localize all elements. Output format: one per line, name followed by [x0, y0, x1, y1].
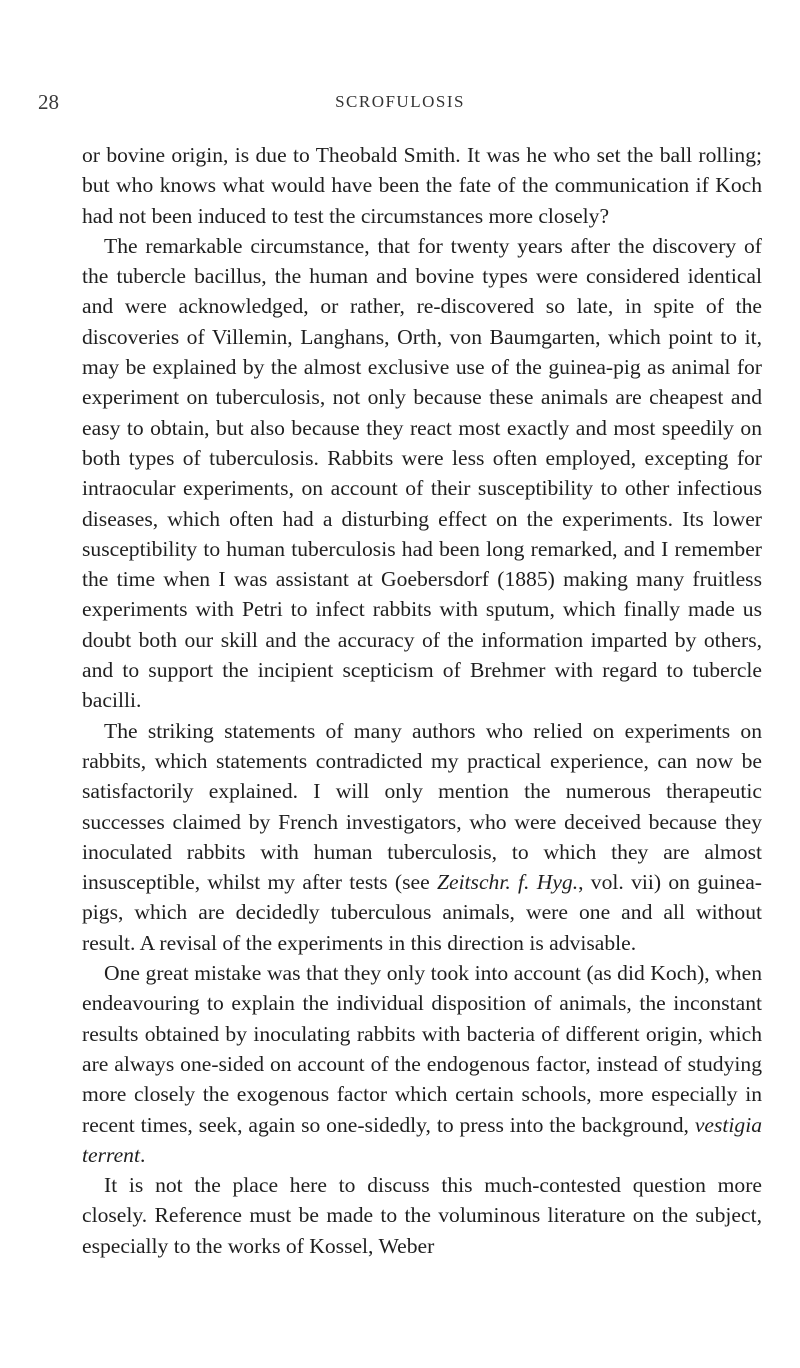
italic-text: Zeitschr. f. Hyg. — [436, 870, 579, 895]
page-number: 28 — [38, 90, 59, 114]
text-run: One great mistake was that they only took into account (as did Koch), when endeavouring to explain the individual disposition of animals, the inconstant results obtained by inoculating rabbits with bacteria of different origin, which are always one-sided on account of the endogenous factor, instead of studying more closely the exogenous factor which certain schools, more especially in recent times, seek, again so one-sidedly, to press into the background, — [82, 961, 762, 1137]
text-run: The remarkable circumstance, that for twenty years after the discovery of the tubercle bacillus, the human and bovine types were considered identical and were acknowledged, or rather, re-discovered so late, in spite of the discoveries of Villemin, Langhans, Orth, von Baumgarten, which point to it, may be explained by the almost exclusive use of the guinea-pig as animal for experiment on tuberculosis, not only because these animals are cheapest and easy to obtain, but also because they react most exactly and most speedily on both types of tuberculosis. Rabbits were less often employed, excepting for intraocular experiments, on account of their susceptibility to other infectious diseases, which often had a disturbing effect on the experiments. Its lower susceptibility to human tuberculosis had been long remarked, and I remember the time when I was assistant at Goebersdorf (1885) making many fruitless experiments with Petri to infect rabbits with sputum, which finally made us doubt both our skill and the accuracy of the information imparted by others, and to support the incipient scepticism of Brehmer with regard to tubercle bacilli. — [82, 233, 762, 713]
paragraph — [82, 231, 762, 716]
text-run: The striking statements of many authors who relied on experiments on rabbits, which statements contradicted my practical experience, can now be satisfactorily explained. I will only mention the numerous therapeutic successes claimed by French investigators, who were deceived because they inoculated rabbits with human tuberculosis, to which they are almost insusceptible, whilst my after tests (see — [82, 718, 762, 895]
text-run: It is not the place here to discuss this much-contested question more closely. Reference must be made to the voluminous literature on the subject, especially to the works of Kossel, Weber — [82, 1173, 762, 1258]
italic-text: vestigia terrent — [82, 1112, 762, 1167]
paragraph — [82, 716, 762, 958]
text-run: . — [139, 1142, 146, 1167]
paragraph — [82, 1170, 762, 1261]
running-head: SCROFULOSIS — [335, 92, 465, 111]
text-run: or bovine origin, is due to Theobald Smith. It was he who set the ball rolling; but who knows what would have been the fate of the communication if Koch had not been induced to test the circumstances more closely? — [82, 143, 762, 228]
paragraph — [82, 140, 762, 231]
paragraph — [82, 958, 762, 1170]
page-header — [38, 90, 762, 118]
text-run: , vol. vii) on guinea-pigs, which are decidedly tuberculous animals, were one and all without result. A revisal of the experiments in this direction is advisable. — [82, 870, 762, 955]
body-text — [82, 140, 762, 1261]
